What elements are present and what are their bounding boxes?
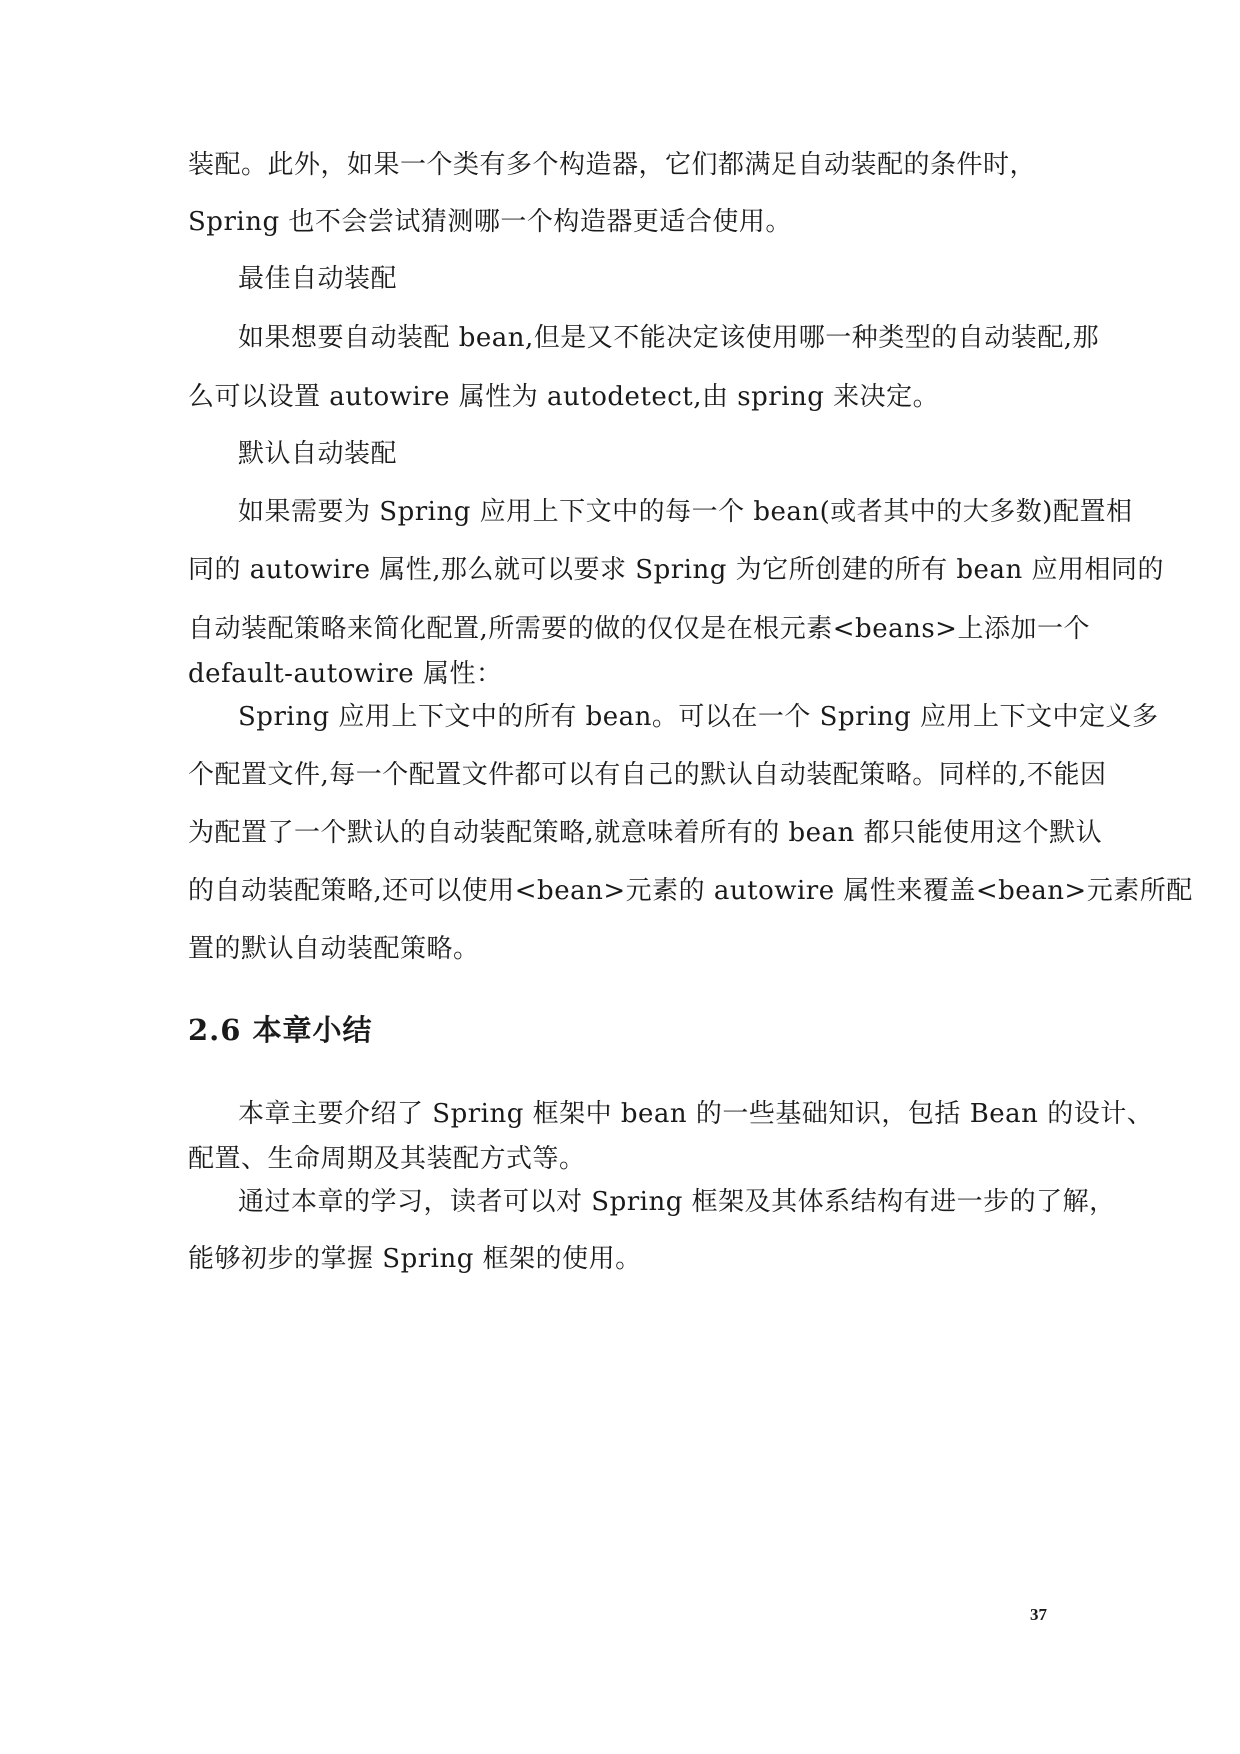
- text-line: 如果想要自动装配 bean,但是又不能决定该使用哪一种类型的自动装配,那: [238, 323, 1100, 353]
- text-line: Spring 也不会尝试猜测哪一个构造器更适合使用。: [188, 207, 792, 237]
- text-line: 置的默认自动装配策略。: [188, 934, 480, 964]
- section-heading: 2.6 本章小结: [188, 1013, 373, 1047]
- text-line: 装配。此外，如果一个类有多个构造器，它们都满足自动装配的条件时，: [188, 150, 1037, 180]
- text-line: 配置、生命周期及其装配方式等。: [188, 1144, 586, 1174]
- text-line: 能够初步的掌握 Spring 框架的使用。: [188, 1244, 642, 1274]
- text-line: 自动装配策略来简化配置,所需要的做的仅仅是在根元素<beans>上添加一个: [188, 614, 1090, 644]
- text-line: 个配置文件,每一个配置文件都可以有自己的默认自动装配策略。同样的,不能因: [188, 760, 1107, 790]
- text-line: 为配置了一个默认的自动装配策略,就意味着所有的 bean 都只能使用这个默认: [188, 818, 1103, 848]
- subheading-best-autowire: 最佳自动装配: [238, 264, 398, 294]
- subheading-default-autowire: 默认自动装配: [238, 439, 398, 469]
- text-line: 同的 autowire 属性,那么就可以要求 Spring 为它所创建的所有 bean 应用相同的: [188, 555, 1164, 585]
- text-line: 本章主要介绍了 Spring 框架中 bean 的一些基础知识，包括 Bean 的设计、: [238, 1099, 1154, 1129]
- page-number: 37: [1030, 1605, 1047, 1624]
- text-line: 么可以设置 autowire 属性为 autodetect,由 spring 来决定。: [188, 382, 940, 412]
- text-line: default-autowire 属性：: [188, 659, 503, 689]
- text-line: Spring 应用上下文中的所有 bean。可以在一个 Spring 应用上下文中定义多: [238, 702, 1159, 732]
- text-line: 的自动装配策略,还可以使用<bean>元素的 autowire 属性来覆盖<bean>元素所配: [188, 876, 1193, 906]
- text-line: 如果需要为 Spring 应用上下文中的每一个 bean(或者其中的大多数)配置相: [238, 497, 1133, 527]
- text-line: 通过本章的学习，读者可以对 Spring 框架及其体系结构有进一步的了解，: [238, 1187, 1116, 1217]
